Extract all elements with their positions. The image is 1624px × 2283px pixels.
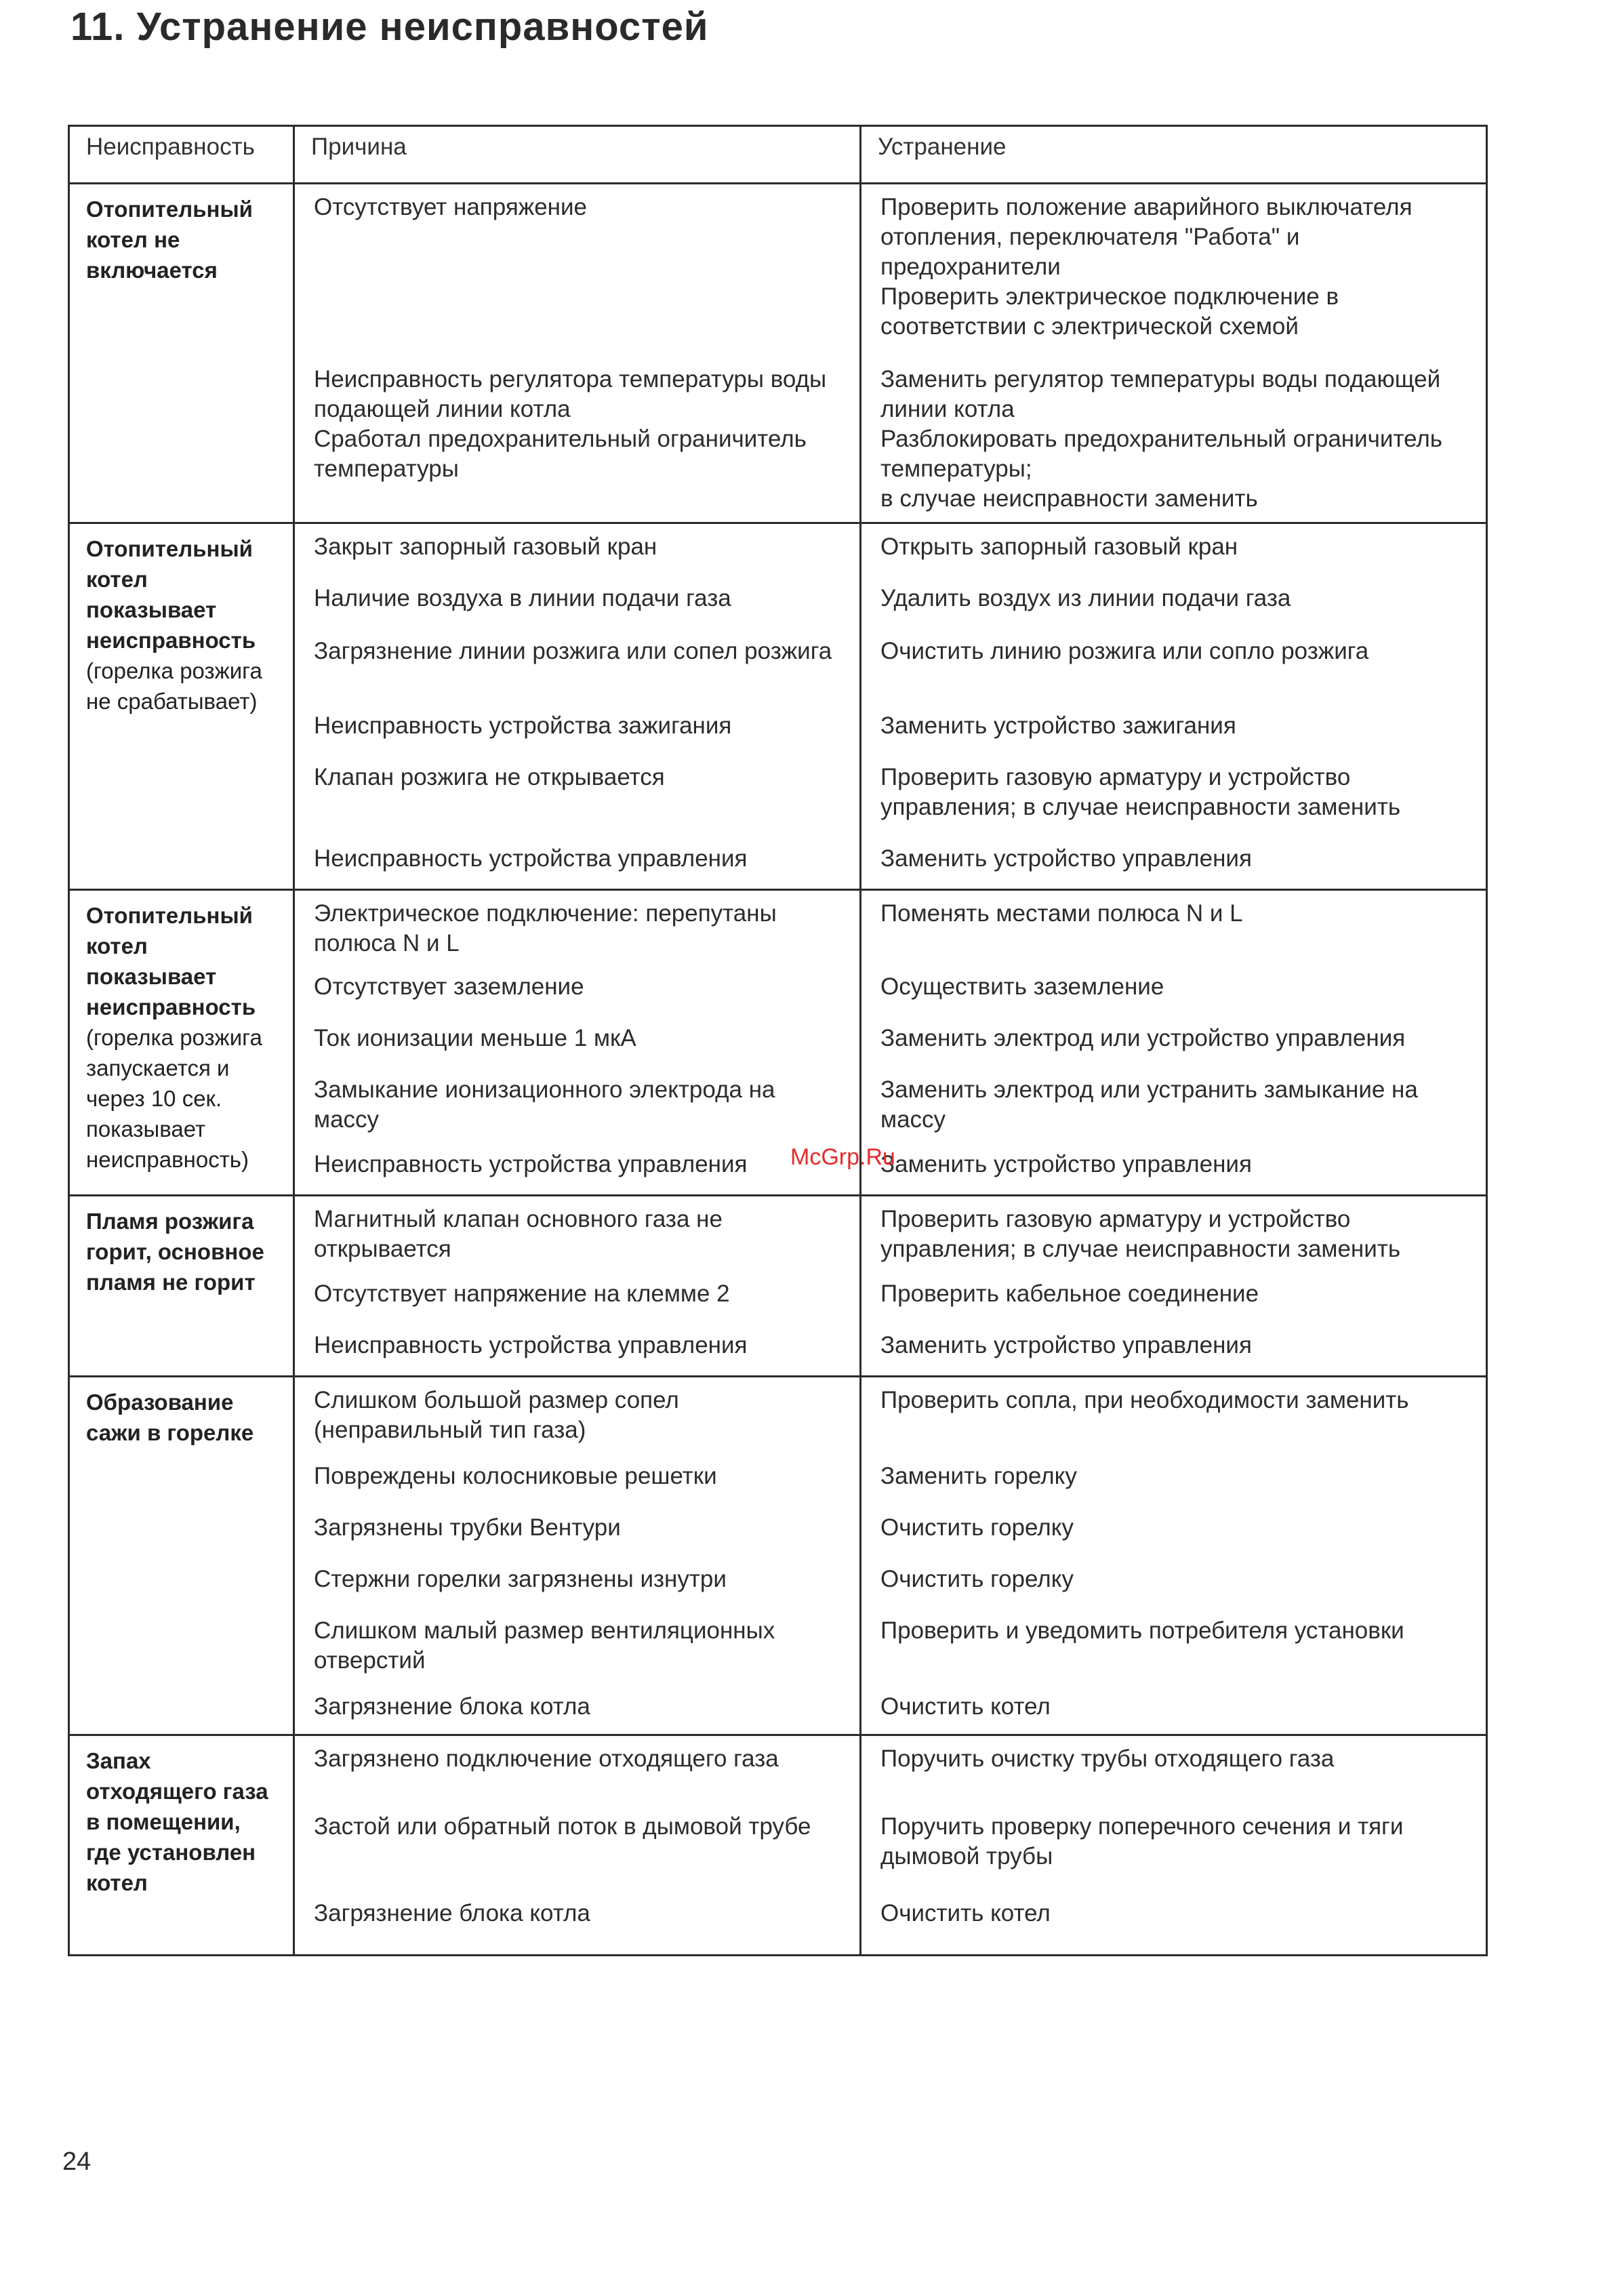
watermark: McGrp.Ru <box>790 1144 895 1170</box>
cause-text: Загрязнение линии розжига или сопел розжига <box>314 638 832 664</box>
cause-text: Закрыт запорный газовый кран <box>314 533 657 560</box>
fault-title: Запах отходящего газа в помещении, где установлен котел <box>86 1748 268 1895</box>
remedy-text: Осуществить заземление <box>880 973 1164 1000</box>
remedy-text: Заменить устройство управления <box>880 1332 1252 1358</box>
remedy-cell <box>861 1377 1487 1735</box>
cause-cell <box>294 523 861 890</box>
remedy-text: Разблокировать предохранительный ограничитель температуры; в случае неисправности заменить <box>880 426 1443 512</box>
remedy-text: Заменить электрод или устройство управления <box>880 1025 1406 1051</box>
fault-title: Пламя розжига горит, основное пламя не горит <box>86 1209 264 1295</box>
remedy-text: Проверить положение аварийного выключателя отопления, переключателя "Работа" и предохранители Проверить электрическое подключение в соответствии с электрической схемой <box>880 194 1413 340</box>
cause-cell <box>294 1377 861 1735</box>
remedy-text: Проверить и уведомить потребителя установки <box>880 1617 1404 1644</box>
remedy-text: Заменить электрод или устранить замыкание на массу <box>880 1076 1418 1133</box>
remedy-text: Очистить линию розжига или сопло розжига <box>880 638 1369 664</box>
header-fault: Неисправность <box>69 126 294 184</box>
cause-text: Отсутствует напряжение <box>314 194 588 220</box>
remedy-text: Поменять местами полюса N и L <box>880 900 1243 927</box>
remedy-cell <box>861 1735 1487 1956</box>
cause-text: Замыкание ионизационного электрода на массу <box>314 1076 775 1133</box>
cause-text: Загрязнение блока котла <box>314 1693 590 1720</box>
cause-text: Неисправность устройства зажигания <box>314 712 732 739</box>
cause-text: Неисправность устройства управления <box>314 1332 748 1358</box>
fault-note: (горелка розжига не срабатывает) <box>86 658 262 714</box>
remedy-text: Удалить воздух из линии подачи газа <box>880 585 1291 611</box>
cause-text: Загрязнены трубки Вентури <box>314 1514 621 1541</box>
remedy-cell <box>861 523 1487 890</box>
cause-text: Неисправность устройства управления <box>314 845 748 872</box>
cause-text: Застой или обратный поток в дымовой трубе <box>314 1813 811 1840</box>
remedy-text: Проверить газовую арматуру и устройство управления; в случае неисправности заменить <box>880 764 1401 820</box>
cause-text: Неисправность регулятора температуры воды подающей линии котла <box>314 366 827 422</box>
cause-text: Электрическое подключение: перепутаны полюса N и L <box>314 900 777 956</box>
cause-text: Неисправность устройства управления <box>314 1151 748 1177</box>
cause-text: Магнитный клапан основного газа не открывается <box>314 1206 723 1262</box>
remedy-text: Заменить устройство управления <box>880 1151 1252 1177</box>
remedy-text: Заменить устройство управления <box>880 845 1252 872</box>
page-title: 11. Устранение неисправностей <box>70 5 709 49</box>
fault-title: Отопительный котел показывает неисправность <box>86 536 256 653</box>
remedy-text: Открыть запорный газовый кран <box>880 533 1238 560</box>
cause-cell <box>294 184 861 523</box>
table-body <box>69 184 1487 1956</box>
cause-cell <box>294 1735 861 1956</box>
cause-cell <box>294 890 861 1196</box>
cause-cell <box>294 1196 861 1377</box>
cause-text: Отсутствует напряжение на клемме 2 <box>314 1280 730 1307</box>
remedy-text: Очистить котел <box>880 1900 1051 1926</box>
cause-text: Отсутствует заземление <box>314 973 584 1000</box>
remedy-text: Поручить проверку поперечного сечения и тяги дымовой трубы <box>880 1813 1404 1870</box>
table-row <box>69 890 1487 1196</box>
fault-cell <box>69 890 294 1196</box>
remedy-cell <box>861 890 1487 1196</box>
cause-text: Слишком большой размер сопел (неправильный тип газа) <box>314 1387 679 1443</box>
remedy-text: Поручить очистку трубы отходящего газа <box>880 1745 1335 1772</box>
cause-text: Клапан розжига не открывается <box>314 764 665 790</box>
fault-cell <box>69 523 294 890</box>
remedy-text: Проверить газовую арматуру и устройство управления; в случае неисправности заменить <box>880 1206 1401 1262</box>
cause-text: Ток ионизации меньше 1 мкА <box>314 1025 636 1051</box>
remedy-text: Очистить горелку <box>880 1566 1074 1592</box>
remedy-text: Заменить устройство зажигания <box>880 712 1236 739</box>
cause-text: Загрязнено подключение отходящего газа <box>314 1745 779 1772</box>
cause-text: Повреждены колосниковые решетки <box>314 1463 717 1489</box>
fault-cell <box>69 184 294 523</box>
table-header-row <box>69 126 1487 184</box>
table-row <box>69 1735 1487 1956</box>
remedy-text: Заменить горелку <box>880 1463 1077 1489</box>
remedy-cell <box>861 184 1487 523</box>
fault-title: Отопительный котел не включается <box>86 197 253 283</box>
fault-title: Образование сажи в горелке <box>86 1390 254 1445</box>
troubleshooting-table <box>68 125 1488 1956</box>
table-row <box>69 1377 1487 1735</box>
fault-cell <box>69 1196 294 1377</box>
fault-cell <box>69 1377 294 1735</box>
page-number: 24 <box>62 2147 92 2176</box>
remedy-text: Проверить кабельное соединение <box>880 1280 1259 1307</box>
table-row <box>69 1196 1487 1377</box>
cause-text: Наличие воздуха в линии подачи газа <box>314 585 731 611</box>
cause-text: Стержни горелки загрязнены изнутри <box>314 1566 727 1592</box>
table-row <box>69 184 1487 523</box>
header-remedy: Устранение <box>861 126 1487 184</box>
remedy-text: Проверить сопла, при необходимости заменить <box>880 1387 1409 1413</box>
fault-title: Отопительный котел показывает неисправность <box>86 903 256 1019</box>
cause-text: Слишком малый размер вентиляционных отверстий <box>314 1617 775 1674</box>
fault-cell <box>69 1735 294 1956</box>
remedy-text: Очистить горелку <box>880 1514 1074 1541</box>
cause-text: Загрязнение блока котла <box>314 1900 590 1926</box>
remedy-text: Очистить котел <box>880 1693 1051 1720</box>
remedy-cell <box>861 1196 1487 1377</box>
fault-note: (горелка розжига запускается и через 10 сек. показывает неисправность) <box>86 1025 262 1172</box>
header-cause: Причина <box>294 126 861 184</box>
remedy-text: Заменить регулятор температуры воды подающей линии котла <box>880 366 1441 422</box>
cause-text: Сработал предохранительный ограничитель температуры <box>314 426 807 482</box>
table-row <box>69 523 1487 890</box>
